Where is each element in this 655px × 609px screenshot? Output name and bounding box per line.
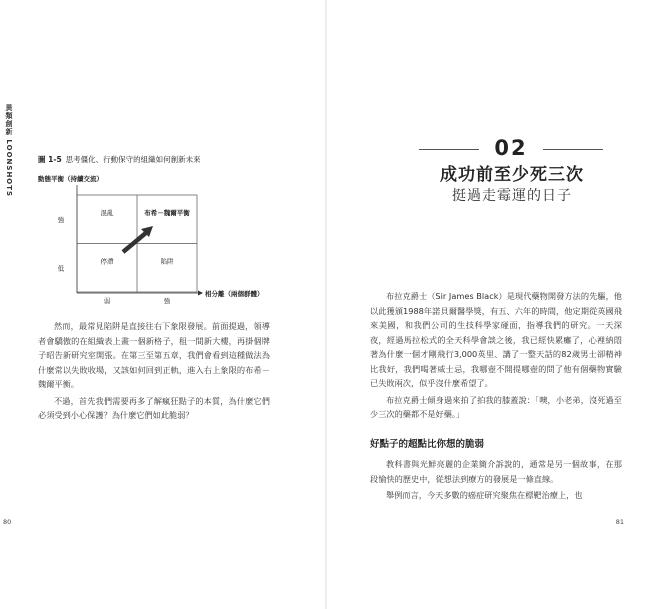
chapter-rule-left: [419, 149, 479, 150]
x-axis-label: 相分離（兩個群體）: [205, 290, 264, 298]
section-heading: 好點子的超點比你想的脆弱: [370, 439, 485, 450]
paragraph: 布拉克爵士傾身過來拍了拍我的膝蓋說：「噢，小老弟，沒死過至少三次的藥都不是好藥。」: [370, 394, 622, 419]
quadrant-label: 停滯: [100, 257, 114, 266]
right-page: [327, 0, 655, 609]
y-tick-labels: [58, 215, 65, 273]
quadrant-label: 布希－魏爾平衡: [144, 209, 190, 217]
quadrant-label: 陷阱: [160, 257, 174, 266]
chapter-rule-right: [543, 149, 603, 150]
figure-number: 圖 1-5: [38, 155, 62, 164]
page-number-right: 81: [615, 518, 624, 526]
chapter-subtitle: 挺過走霉運的日子: [452, 188, 572, 204]
quadrant-chart: [0, 0, 325, 310]
y-tick-label: 強: [57, 215, 65, 224]
quadrant-labels: [101, 208, 191, 266]
left-page: [0, 0, 325, 609]
paragraph: 不過，首先我們需要再多了解瘋狂點子的本質，為什麼它們必須受到小心保護？為什麼它們如此脆弱？: [38, 395, 270, 420]
right-body-text-2: [370, 457, 622, 505]
paragraph: 然而，最常見陷阱是直接往右下象限發展。前面提過，領導者會驕傲的在組織表上畫一個新格子，租一間新大樓，再掛個牌子昭告新研究室開張。在第三至第五章，我們會看到這種做法為什麼常以失敗收場，又該如何回到正軌，進入右上象限的布希－魏爾平衡。: [38, 321, 270, 389]
y-tick-label: 低: [57, 264, 65, 273]
chapter-number: 02: [494, 136, 528, 160]
quadrant-label: 混亂: [100, 209, 114, 217]
paragraph: 舉例而言，今天多數的癌症研究聚焦在標靶治療上，也: [386, 490, 583, 500]
y-axis-label: 動態平衡（持續交流）: [38, 175, 103, 183]
paragraph: 布拉克爵士（Sir James Black）是現代藥物開發方法的先驅，他以此獲頒1988年諾貝爾醫學獎，有五、六年的時間，他定期從英國飛來美國，和我們公司的生技科學家碰面，指導我們的研究。一天深夜，經過馬拉松式的全天科學會談之後，我已經快累癱了，心裡納悶著為什麼一個才剛飛行3,000英里、講了一整天話的82歲男士卻精神比我好，我們喝著威士忌，我哪壺不開提哪壺的問了他有個藥物實驗已失敗兩次，似乎沒什麼希望了。: [370, 291, 622, 388]
x-tick-labels: [104, 296, 171, 305]
quadrant-arrow: [123, 226, 153, 252]
page-number-left: 80: [3, 518, 12, 526]
figure-caption-text: 思考僵化、行動保守的組織如何創新未來: [65, 155, 201, 164]
chapter-title: 成功前至少死三次: [440, 165, 584, 185]
running-head: 異類創新 LOONSHOTS: [5, 104, 13, 198]
right-body-text: [370, 289, 622, 424]
paragraph: 教科書與光鮮亮麗的企業簡介訴說的，通常是另一個故事，在那段愉快的歷史中，從想法到療方的發展是一條直線。: [370, 459, 622, 484]
left-body-text: [38, 319, 270, 425]
x-tick-label: 弱: [103, 297, 111, 305]
x-axis-arrowhead: [198, 291, 203, 296]
x-tick-label: 強: [163, 297, 171, 305]
